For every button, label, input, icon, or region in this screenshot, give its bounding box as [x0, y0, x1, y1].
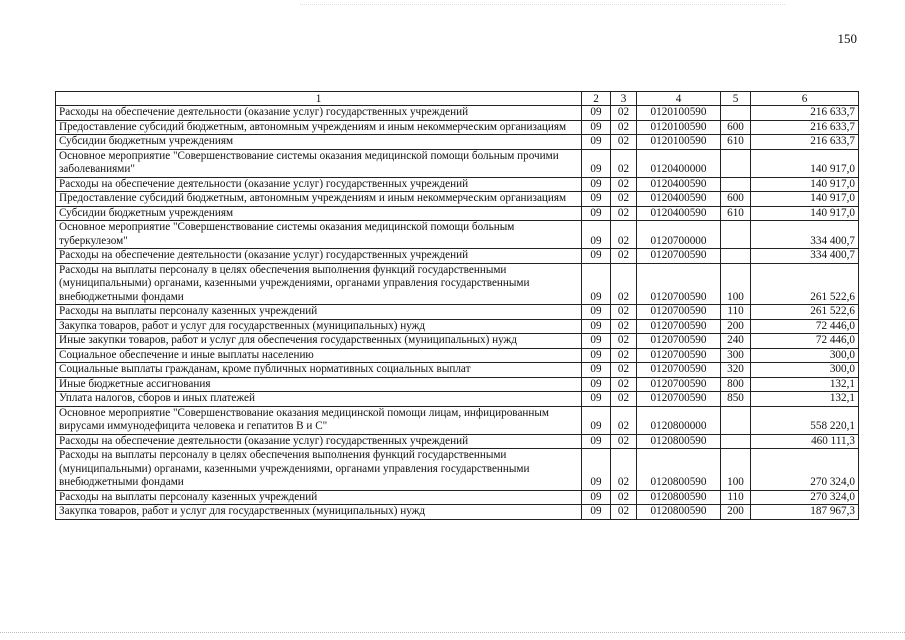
row-subsection: 02: [611, 305, 637, 320]
row-expense-type: [721, 149, 751, 177]
row-expense-type: 610: [721, 206, 751, 221]
table-row: [56, 334, 859, 349]
row-section: 09: [582, 305, 611, 320]
row-section: 09: [582, 192, 611, 207]
row-target-article: 0120800590: [637, 490, 721, 505]
row-subsection: 02: [611, 149, 637, 177]
row-expense-type: 240: [721, 334, 751, 349]
page-number: 150: [837, 31, 857, 46]
row-amount: 216 633,7: [751, 120, 859, 135]
row-target-article: 0120400590: [637, 206, 721, 221]
row-name: Основное мероприятие "Совершенствование системы оказания медицинской помощи больным туберкулезом": [56, 221, 582, 249]
row-target-article: 0120700590: [637, 392, 721, 407]
row-expense-type: 110: [721, 490, 751, 505]
table-row: [56, 305, 859, 320]
row-section: 09: [582, 135, 611, 150]
row-section: 09: [582, 406, 611, 434]
row-amount: 132,1: [751, 392, 859, 407]
row-subsection: 02: [611, 505, 637, 520]
row-name: Закупка товаров, работ и услуг для государственных (муниципальных) нужд: [56, 319, 582, 334]
row-subsection: 02: [611, 135, 637, 150]
row-target-article: 0120700590: [637, 263, 721, 305]
row-target-article: 0120800590: [637, 505, 721, 520]
row-name: Расходы на выплаты персоналу в целях обеспечения выполнения функций государственными (муниципальными) органами, казенными учреждениями, органами управления государственными внебюджетными фондами: [56, 263, 582, 305]
row-section: 09: [582, 177, 611, 192]
row-section: 09: [582, 490, 611, 505]
row-target-article: 0120800590: [637, 449, 721, 491]
row-expense-type: [721, 249, 751, 264]
row-amount: 261 522,6: [751, 305, 859, 320]
row-section: 09: [582, 221, 611, 249]
row-amount: 140 917,0: [751, 149, 859, 177]
row-expense-type: [721, 177, 751, 192]
row-section: 09: [582, 319, 611, 334]
row-amount: 334 400,7: [751, 221, 859, 249]
table-row: [56, 319, 859, 334]
row-name: Расходы на выплаты персоналу казенных учреждений: [56, 490, 582, 505]
row-name: Социальные выплаты гражданам, кроме публичных нормативных социальных выплат: [56, 363, 582, 378]
table-row: [56, 490, 859, 505]
row-section: 09: [582, 263, 611, 305]
row-section: 09: [582, 505, 611, 520]
row-subsection: 02: [611, 377, 637, 392]
row-subsection: 02: [611, 319, 637, 334]
row-section: 09: [582, 206, 611, 221]
row-subsection: 02: [611, 263, 637, 305]
row-amount: 187 967,3: [751, 505, 859, 520]
row-expense-type: [721, 221, 751, 249]
table-row: [56, 392, 859, 407]
row-target-article: 0120700000: [637, 221, 721, 249]
row-section: 09: [582, 449, 611, 491]
row-expense-type: 100: [721, 449, 751, 491]
column-header-amount: 6: [751, 92, 859, 106]
row-section: 09: [582, 434, 611, 449]
table-row: [56, 249, 859, 264]
row-expense-type: 610: [721, 135, 751, 150]
row-amount: 334 400,7: [751, 249, 859, 264]
row-target-article: 0120700590: [637, 348, 721, 363]
row-section: 09: [582, 334, 611, 349]
row-subsection: 02: [611, 106, 637, 121]
row-expense-type: 100: [721, 263, 751, 305]
table-header-row: [56, 92, 859, 106]
column-header-target-article: 4: [637, 92, 721, 106]
table-row: [56, 263, 859, 305]
row-name: Предоставление субсидий бюджетным, автономным учреждениям и иным некоммерческим организациям: [56, 192, 582, 207]
row-expense-type: 800: [721, 377, 751, 392]
row-expense-type: [721, 406, 751, 434]
row-section: 09: [582, 348, 611, 363]
table-row: [56, 206, 859, 221]
row-subsection: 02: [611, 334, 637, 349]
row-amount: 72 446,0: [751, 334, 859, 349]
row-expense-type: 200: [721, 505, 751, 520]
row-target-article: 0120100590: [637, 135, 721, 150]
row-target-article: 0120700590: [637, 377, 721, 392]
row-amount: 140 917,0: [751, 177, 859, 192]
row-name: Основное мероприятие "Совершенствование оказания медицинской помощи лицам, инфицированным вирусами иммунодефицита человека и гепатитов В и С": [56, 406, 582, 434]
table-row: [56, 449, 859, 491]
row-subsection: 02: [611, 490, 637, 505]
row-subsection: 02: [611, 348, 637, 363]
row-name: Расходы на выплаты персоналу в целях обеспечения выполнения функций государственными (муниципальными) органами, казенными учреждениями, органами управления государственными внебюджетными фондами: [56, 449, 582, 491]
row-section: 09: [582, 120, 611, 135]
row-expense-type: 600: [721, 120, 751, 135]
row-amount: 460 111,3: [751, 434, 859, 449]
column-header-subsection: 3: [611, 92, 637, 106]
row-amount: 72 446,0: [751, 319, 859, 334]
table-row: [56, 406, 859, 434]
row-section: 09: [582, 106, 611, 121]
table-row: [56, 363, 859, 378]
table-row: [56, 149, 859, 177]
row-section: 09: [582, 363, 611, 378]
row-target-article: 0120700590: [637, 249, 721, 264]
row-section: 09: [582, 392, 611, 407]
row-expense-type: 300: [721, 348, 751, 363]
row-name: Расходы на выплаты персоналу казенных учреждений: [56, 305, 582, 320]
scan-artifact-bottom: [0, 631, 905, 633]
row-amount: 261 522,6: [751, 263, 859, 305]
row-section: 09: [582, 149, 611, 177]
row-amount: 558 220,1: [751, 406, 859, 434]
row-name: Основное мероприятие "Совершенствование системы оказания медицинской помощи больным прочими заболеваниями": [56, 149, 582, 177]
row-name: Расходы на обеспечение деятельности (оказание услуг) государственных учреждений: [56, 177, 582, 192]
budget-table: [55, 91, 859, 520]
table-row: [56, 177, 859, 192]
row-expense-type: [721, 106, 751, 121]
table-row: [56, 135, 859, 150]
row-name: Иные закупки товаров, работ и услуг для обеспечения государственных (муниципальных) нужд: [56, 334, 582, 349]
row-subsection: 02: [611, 392, 637, 407]
row-amount: 270 324,0: [751, 449, 859, 491]
row-name: Иные бюджетные ассигнования: [56, 377, 582, 392]
row-expense-type: 600: [721, 192, 751, 207]
row-amount: 270 324,0: [751, 490, 859, 505]
table-row: [56, 106, 859, 121]
table-row: [56, 505, 859, 520]
column-header-name: 1: [56, 92, 582, 106]
row-amount: 300,0: [751, 363, 859, 378]
row-amount: 132,1: [751, 377, 859, 392]
row-amount: 300,0: [751, 348, 859, 363]
row-subsection: 02: [611, 221, 637, 249]
row-amount: 216 633,7: [751, 135, 859, 150]
row-subsection: 02: [611, 206, 637, 221]
row-name: Предоставление субсидий бюджетным, автономным учреждениям и иным некоммерческим организациям: [56, 120, 582, 135]
row-target-article: 0120400590: [637, 177, 721, 192]
row-target-article: 0120100590: [637, 106, 721, 121]
row-amount: 140 917,0: [751, 192, 859, 207]
row-target-article: 0120400000: [637, 149, 721, 177]
row-target-article: 0120100590: [637, 120, 721, 135]
row-target-article: 0120400590: [637, 192, 721, 207]
row-expense-type: 850: [721, 392, 751, 407]
row-amount: 140 917,0: [751, 206, 859, 221]
row-expense-type: 200: [721, 319, 751, 334]
row-name: Субсидии бюджетным учреждениям: [56, 135, 582, 150]
column-header-section: 2: [582, 92, 611, 106]
row-subsection: 02: [611, 434, 637, 449]
row-subsection: 02: [611, 192, 637, 207]
column-header-expense-type: 5: [721, 92, 751, 106]
table-row: [56, 221, 859, 249]
row-subsection: 02: [611, 249, 637, 264]
table-row: [56, 377, 859, 392]
row-subsection: 02: [611, 363, 637, 378]
row-target-article: 0120700590: [637, 305, 721, 320]
row-target-article: 0120800590: [637, 434, 721, 449]
row-name: Уплата налогов, сборов и иных платежей: [56, 392, 582, 407]
row-target-article: 0120700590: [637, 334, 721, 349]
row-name: Расходы на обеспечение деятельности (оказание услуг) государственных учреждений: [56, 434, 582, 449]
row-name: Расходы на обеспечение деятельности (оказание услуг) государственных учреждений: [56, 106, 582, 121]
row-name: Расходы на обеспечение деятельности (оказание услуг) государственных учреждений: [56, 249, 582, 264]
row-expense-type: 320: [721, 363, 751, 378]
table-row: [56, 120, 859, 135]
row-target-article: 0120700590: [637, 363, 721, 378]
row-target-article: 0120700590: [637, 319, 721, 334]
row-name: Закупка товаров, работ и услуг для государственных (муниципальных) нужд: [56, 505, 582, 520]
table-row: [56, 192, 859, 207]
row-target-article: 0120800000: [637, 406, 721, 434]
row-expense-type: 110: [721, 305, 751, 320]
row-subsection: 02: [611, 120, 637, 135]
scan-artifact-top: [300, 4, 785, 6]
row-name: Социальное обеспечение и иные выплаты населению: [56, 348, 582, 363]
table-row: [56, 434, 859, 449]
row-subsection: 02: [611, 449, 637, 491]
row-expense-type: [721, 434, 751, 449]
table-row: [56, 348, 859, 363]
row-section: 09: [582, 249, 611, 264]
row-section: 09: [582, 377, 611, 392]
row-subsection: 02: [611, 177, 637, 192]
row-name: Субсидии бюджетным учреждениям: [56, 206, 582, 221]
row-amount: 216 633,7: [751, 106, 859, 121]
row-subsection: 02: [611, 406, 637, 434]
